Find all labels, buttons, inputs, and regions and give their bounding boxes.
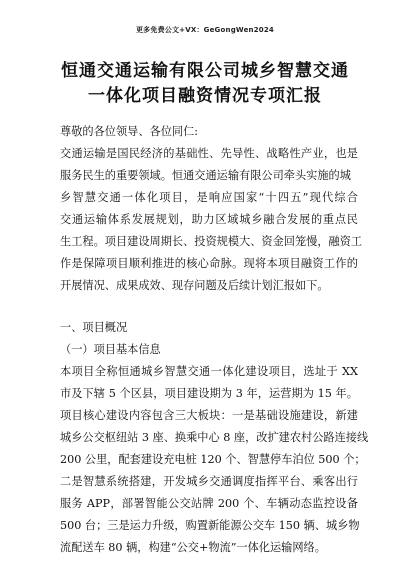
header-note: 更多免费公文+VX：GeGongWen2024 — [135, 26, 274, 34]
paragraph-3-line: 城乡公交枢纽站 3 座、换乘中心 8 座，改扩建农村公路连接线 — [60, 431, 369, 444]
paragraph-3-line: 二是智慧系统搭建，开发城乡交通调度指挥平台、乘客出行 — [60, 475, 358, 488]
paragraph-1-line — [60, 165, 358, 187]
paragraph-2 — [60, 187, 363, 297]
paragraph-3-line: 项目核心建设内容包含三大板块：一是基础设施建设，新建 — [60, 409, 358, 422]
paragraph-2-line: 作是保障项目顺利推进的核心命脉。现将本项目融资工作的 — [60, 257, 358, 270]
paragraph-2-line: 乡智慧交通一体化项目，是响应国家“十四五”现代综合 — [60, 191, 358, 204]
paragraph-1 — [60, 143, 358, 187]
paragraph-2-line: 开展情况、成果成效、现存问题及后续计划汇报如下。 — [60, 279, 329, 292]
paragraph-3 — [60, 361, 369, 559]
paragraph-3-line: 市及下辖 5 个区县，项目建设期为 3 年，运营期为 15 年。 — [60, 387, 358, 400]
document-title-line-1: 恒通交通运输有限公司城乡智慧交通 — [61, 61, 349, 81]
paragraph-2-line: 生工程。项目建设周期长、投资规模大、资金回笼慢，融资工 — [60, 235, 363, 248]
paragraph-1-line: 交通运输是国民经济的基础性、先导性、战略性产业，也是 — [60, 147, 358, 160]
section-heading-1: 一、项目概况 — [60, 321, 128, 334]
paragraph-2-line: 交通运输体系发展规划，助力区域城乡融合发展的重点民 — [60, 213, 358, 226]
paragraph-3-line: 500 台；三是运力升级，购置新能源公交车 150 辆、城乡物 — [60, 519, 360, 532]
paragraph-3-line: 流配送车 80 辆，构建“公交+物流”一体化运输网络。 — [60, 541, 326, 554]
subsection-heading-1: （一）项目基本信息 — [60, 343, 161, 356]
paragraph-3-line: 服务 APP，部署智能公交站牌 200 个、车辆动态监控设备 — [60, 497, 358, 510]
paragraph-1-continuation: 恒通交通运输有限公司牵头实施的城 — [171, 169, 351, 182]
document-title-line-2: 一体化项目融资情况专项汇报 — [88, 86, 322, 106]
paragraph-3-line: 200 公里，配套建设充电桩 120 个、智慧停车泊位 500 个； — [60, 453, 366, 466]
salutation: 尊敬的各位领导、各位同仁: — [60, 125, 199, 138]
paragraph-1-line-text: 服务民生的重要领域。 — [60, 169, 172, 182]
paragraph-3-line: 本项目全称恒通城乡智慧交通一体化建设项目，选址于 XX — [60, 365, 358, 378]
